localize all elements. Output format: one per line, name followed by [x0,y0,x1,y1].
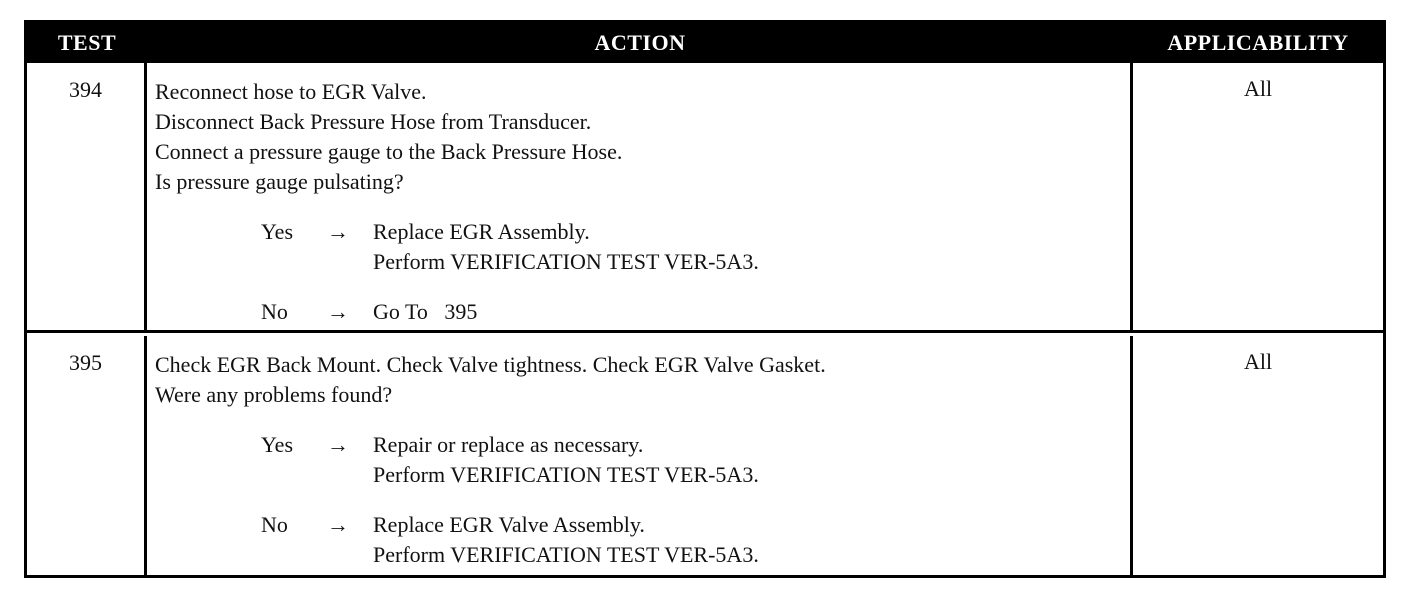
applicability-value: All [1243,349,1273,374]
arrow-icon: → [327,219,349,244]
outcome-label: No [261,512,288,537]
outcome-label: Yes [261,219,294,244]
instruction-line: Disconnect Back Pressure Hose from Transducer. [155,109,592,134]
header-applicability: APPLICABILITY [1167,30,1349,55]
outcome-yes [155,430,1130,490]
action-cell [147,63,1133,330]
outcome-text [373,297,477,327]
action-cell [147,336,1133,575]
table-row [27,63,1383,333]
arrow-icon: → [327,432,349,457]
outcome-no [155,297,1130,327]
diagnostic-test-table [24,20,1386,578]
outcome-text [373,430,759,490]
outcome-line: Replace EGR Valve Assembly. [373,512,645,537]
instruction-line: Were any problems found? [155,382,393,407]
outcome-text [373,217,759,277]
outcome-label: No [261,299,288,324]
instruction-line: Connect a pressure gauge to the Back Pressure Hose. [155,139,623,164]
outcome-line: Replace EGR Assembly. [373,219,590,244]
outcome-line: Go To 395 [373,299,478,324]
table-row [27,336,1383,575]
test-number: 394 [27,63,147,330]
outcome-line: Repair or replace as necessary. [373,432,644,457]
arrow-icon: → [327,299,349,324]
test-number: 395 [27,336,147,575]
outcome-line: Perform VERIFICATION TEST VER-5A3. [373,249,759,274]
header-test: TEST [57,30,117,55]
arrow-icon: → [327,512,349,537]
table-header [27,23,1383,63]
outcome-label: Yes [261,432,294,457]
instruction-line: Is pressure gauge pulsating? [155,169,404,194]
outcome-line: Perform VERIFICATION TEST VER-5A3. [373,542,759,567]
outcome-line: Perform VERIFICATION TEST VER-5A3. [373,462,759,487]
header-action: ACTION [594,30,686,55]
outcome-no [155,510,1130,570]
applicability-value: All [1243,76,1273,101]
instruction-line: Check EGR Back Mount. Check Valve tightness. Check EGR Valve Gasket. [155,352,826,377]
outcome-text [373,510,759,570]
instruction-line: Reconnect hose to EGR Valve. [155,79,427,104]
outcome-yes [155,217,1130,277]
